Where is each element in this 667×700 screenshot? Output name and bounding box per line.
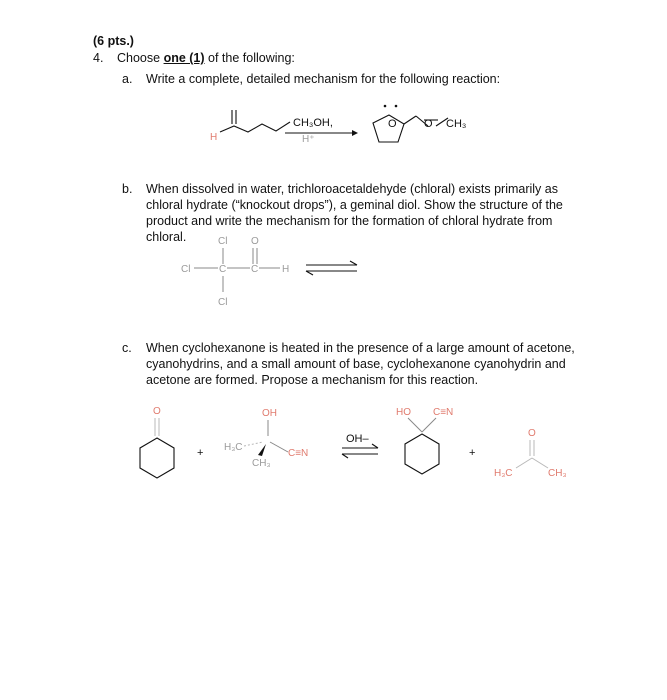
cyclohexanone-cyanohydrin bbox=[396, 407, 453, 474]
reaction-arrow-a bbox=[285, 130, 358, 136]
part-b-text: When dissolved in water, trichloroacetaldehyde (chloral) exists primarily as chloral hydrate (“knockout drops”), a geminal diol. Show the structure of the product and write the mechanism for the formation of chloral hydrate from chloral. bbox=[146, 182, 563, 244]
chloral-structure bbox=[0, 232, 667, 312]
cyclohexanone-oxygen: O bbox=[153, 406, 161, 417]
acetone-oxygen: O bbox=[528, 428, 536, 439]
ring-oxygen: O bbox=[388, 118, 397, 130]
chlorine-left: Cl bbox=[181, 264, 191, 275]
equilibrium-arrow-b bbox=[306, 261, 357, 275]
acetone-h3c: H₃C bbox=[494, 468, 513, 479]
part-c-reaction-scheme bbox=[0, 402, 667, 492]
acetone bbox=[494, 428, 567, 479]
prompt-post: of the following: bbox=[204, 51, 295, 65]
carbon-1: C bbox=[219, 264, 227, 275]
cyanohydrin-ch3: CH₃ bbox=[252, 458, 271, 469]
catalyst-label: OH– bbox=[346, 433, 369, 445]
acetone-ch3: CH₃ bbox=[548, 468, 567, 479]
reagent-label: CH₃OH, bbox=[293, 117, 333, 129]
plus-1: + bbox=[197, 447, 204, 459]
product-ho: HO bbox=[396, 407, 411, 418]
part-c-text: When cyclohexanone is heated in the presence of a large amount of acetone, cyanohydrins, and a small amount of base, cyclohexanone cyanohydrin and acetone are formed. Propose a mechanism for this reaction. bbox=[146, 341, 575, 387]
carbon-2: C bbox=[251, 264, 259, 275]
prompt-pre: Choose bbox=[117, 51, 164, 65]
part-a-letter: a. bbox=[122, 72, 133, 86]
carbonyl-oxygen: O bbox=[251, 236, 259, 247]
part-a-reaction-scheme bbox=[0, 96, 667, 186]
reactant-aldehyde bbox=[210, 110, 290, 143]
methoxy-oxygen: O bbox=[424, 118, 433, 130]
aldehyde-hydrogen: H bbox=[282, 264, 290, 275]
question-prompt bbox=[117, 50, 295, 66]
plus-2: + bbox=[469, 447, 476, 459]
cyanohydrin-oh: OH bbox=[262, 408, 277, 419]
cyclohexanone bbox=[140, 406, 174, 478]
part-b-letter: b. bbox=[122, 182, 133, 196]
product-cn: C≡N bbox=[433, 407, 454, 418]
part-a-text: Write a complete, detailed mechanism for the following reaction: bbox=[146, 72, 501, 86]
chlorine-bottom: Cl bbox=[218, 297, 228, 308]
acetone-cyanohydrin bbox=[224, 408, 308, 469]
product-acetal bbox=[373, 105, 466, 142]
cyanohydrin-h3c: H₃C bbox=[224, 442, 243, 453]
question-number: 4. bbox=[93, 51, 104, 65]
part-c-letter: c. bbox=[122, 341, 132, 355]
chlorine-top: Cl bbox=[218, 236, 228, 247]
methyl-label: CH₃ bbox=[446, 118, 467, 130]
reagent-acid: H⁺ bbox=[302, 134, 315, 145]
prompt-emphasis: one (1) bbox=[163, 51, 205, 65]
equilibrium-arrow-c bbox=[342, 444, 378, 458]
points-label: (6 pts.) bbox=[93, 34, 134, 48]
reactant-h-label: H bbox=[210, 132, 218, 143]
cyanohydrin-cn: C≡N bbox=[288, 448, 309, 459]
